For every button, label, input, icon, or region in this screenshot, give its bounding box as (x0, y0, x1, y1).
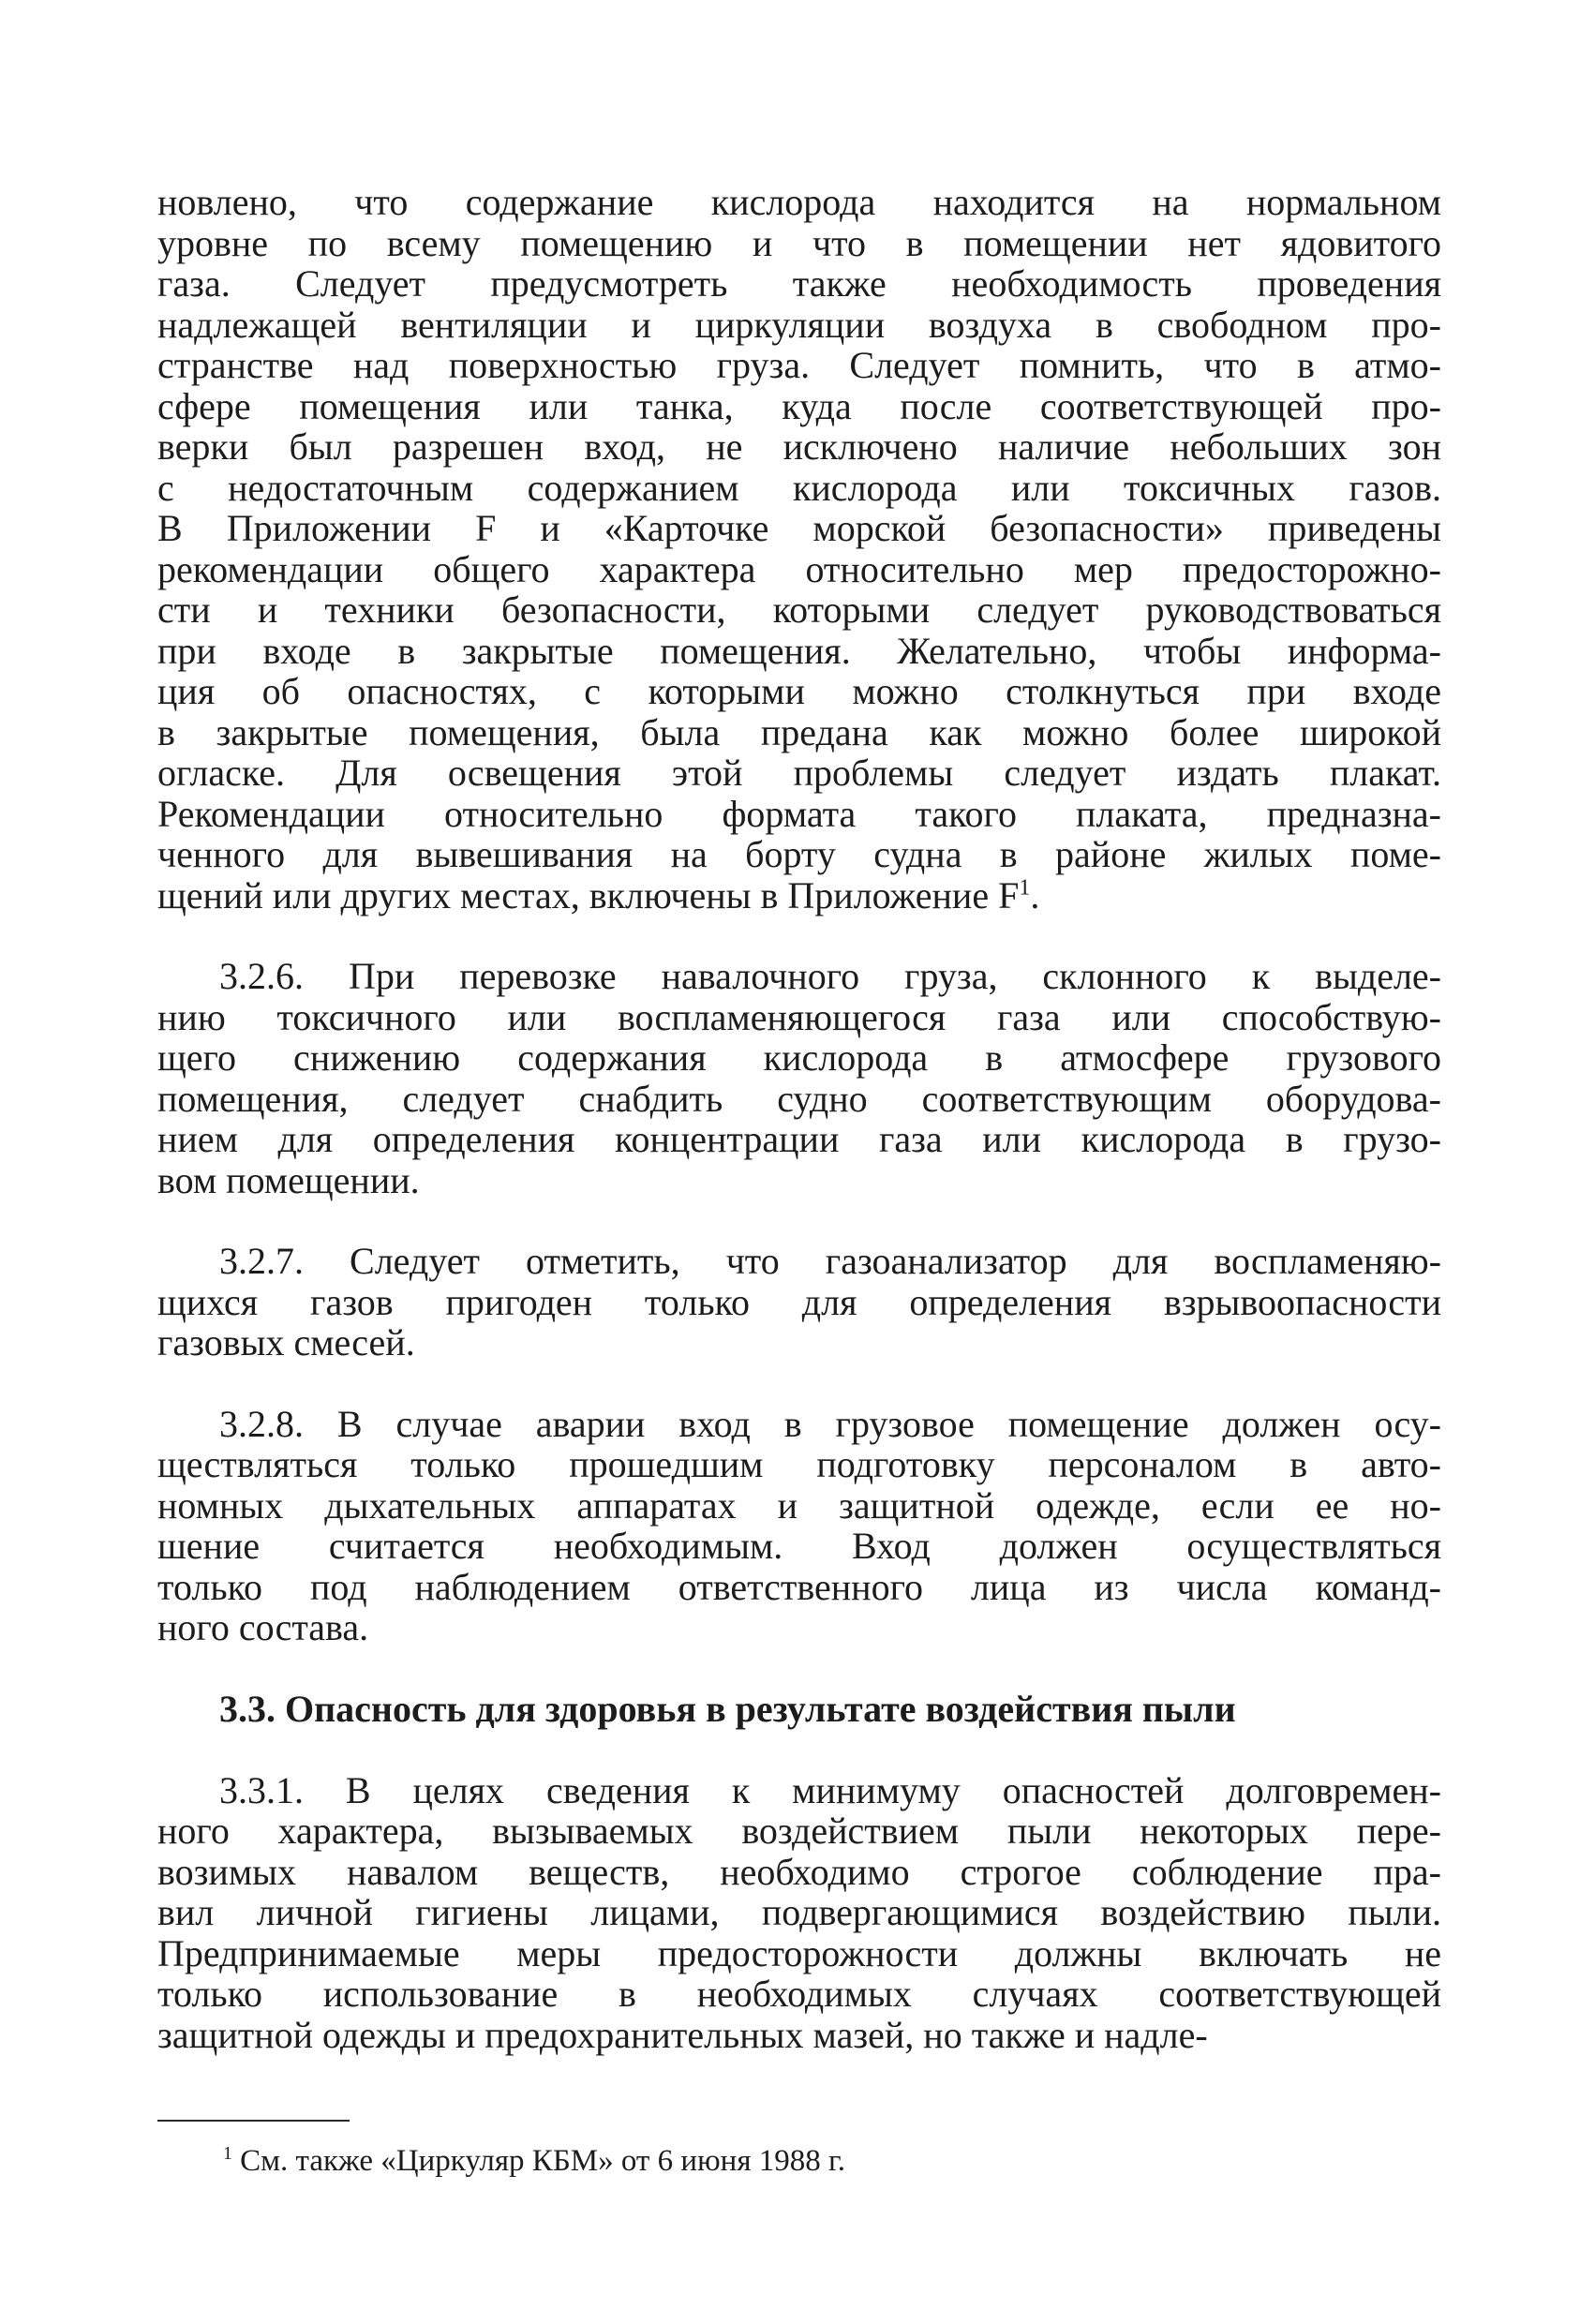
paragraph-gap (157, 1648, 1441, 1689)
text-line: 3.2.8. В случае аварии вход в грузовое помещение должен осу- (219, 1402, 1441, 1445)
text-line: вом помещении. (157, 1158, 420, 1201)
text-line: ция об опасностях, с которыми можно столкнуться при входе (157, 670, 1441, 712)
text-line: нием для определения концентрации газа или кислорода в грузо- (157, 1118, 1441, 1160)
text-line: В Приложении F и «Карточке морской безопасности» приведены (157, 507, 1441, 549)
paragraph-gap (157, 916, 1441, 956)
footnote-reference: 1 (1019, 875, 1031, 901)
text-line: защитной одежды и предохранительных мазей, но также и надле- (157, 2013, 1208, 2056)
text-line: 3.3.1. В целях сведения к минимуму опасностей долговремен- (219, 1768, 1441, 1811)
text-line: ного состава. (157, 1606, 369, 1648)
text-line: при входе в закрытые помещения. Желательно, чтобы информа- (157, 629, 1441, 672)
text-line: шение считается необходимым. Вход должен осуществляться (157, 1525, 1441, 1567)
text-line: 3.2.7. Следует отметить, что газоанализатор для воспламеняю- (219, 1240, 1441, 1282)
paragraph-3-2-6 (157, 956, 1441, 1200)
text-line: с недостаточным содержанием кислорода или токсичных газов. (157, 466, 1441, 509)
text-line: нию токсичного или воспламеняющегося газа или способствую- (157, 995, 1441, 1038)
text-line: помещения, следует снабдить судно соответствующим оборудова- (157, 1077, 1441, 1120)
footnote-text: См. также «Циркуляр КБМ» от 6 июня 1988 г. (240, 2144, 846, 2178)
text-line: только использование в необходимых случаях соответствующей (157, 1973, 1441, 2015)
text-line: огласке. Для освещения этой проблемы следует издать плакат. (157, 752, 1441, 794)
text-line: номных дыхательных аппаратах и защитной одежде, если ее но- (157, 1483, 1441, 1527)
paragraph-gap (157, 1200, 1441, 1241)
paragraph-gap (157, 1363, 1441, 1404)
text-line: возимых навалом веществ, необходимо строгое соблюдение пра- (157, 1850, 1441, 1893)
text-line: Предпринимаемые меры предосторожности должны включать не (157, 1931, 1441, 1974)
text-line: уровне по всему помещению и что в помещении нет ядовитого (157, 221, 1441, 264)
text-line: сфере помещения или танка, куда после соответствующей про- (157, 384, 1441, 427)
text-line: вил личной гигиены лицами, подвергающимися воздействию пыли. (157, 1891, 1441, 1933)
text-line: надлежащей вентиляции и циркуляции воздуха в свободном про- (157, 303, 1441, 346)
text-line: ного характера, вызываемых воздействием пыли некоторых пере- (157, 1810, 1441, 1852)
text-line: газовых смесей. (157, 1321, 415, 1363)
text-line: щихся газов пригоден только для определения взрывоопасности (157, 1280, 1441, 1323)
text-line: в закрытые помещения, была предана как можно более широкой (157, 710, 1441, 753)
text-line: только под наблюдением ответственного лица из числа команд- (157, 1565, 1441, 1608)
footnote (223, 2142, 845, 2180)
paragraph-3-2-7 (157, 1241, 1441, 1363)
footnote-marker: 1 (223, 2143, 232, 2164)
text-line: щений или других местах, включены в Приложение $F^1$. (157, 873, 1040, 916)
text-line: ществляться только прошедшим подготовку персоналом в авто- (157, 1443, 1441, 1485)
footnote-rule (157, 2120, 350, 2122)
text-line: ченного для вывешивания на борту судна в районе жилых поме- (157, 833, 1441, 875)
paragraph-continued (157, 182, 1441, 916)
text-line: рекомендации общего характера относительно мер предосторожно- (157, 547, 1441, 590)
page-body (157, 182, 1441, 2055)
text-line: щего снижению содержания кислорода в атмосфере грузового (157, 1036, 1441, 1079)
text-line: 3.2.6. При перевозке навалочного груза, склонного к выделе- (219, 955, 1441, 997)
text-line: сти и техники безопасности, которыми следует руководствоваться (157, 588, 1441, 631)
paragraph-3-2-8 (157, 1404, 1441, 1648)
paragraph-3-3-1 (157, 1770, 1441, 2056)
text-line: верки был разрешен вход, не исключено наличие небольших зон (157, 425, 1441, 468)
section-heading-3-3: 3.3. Опасность для здоровья в результате воздействия пыли (219, 1687, 1236, 1730)
text-line: Рекомендации относительно формата такого плаката, предназна- (157, 792, 1441, 835)
paragraph-gap (157, 1730, 1441, 1770)
text-line: газа. Следует предусмотреть также необходимость проведения (157, 262, 1441, 305)
text-line: странстве над поверхностью груза. Следует помнить, что в атмо- (157, 344, 1441, 386)
text-line: новлено, что содержание кислорода находится на нормальном (157, 181, 1441, 223)
